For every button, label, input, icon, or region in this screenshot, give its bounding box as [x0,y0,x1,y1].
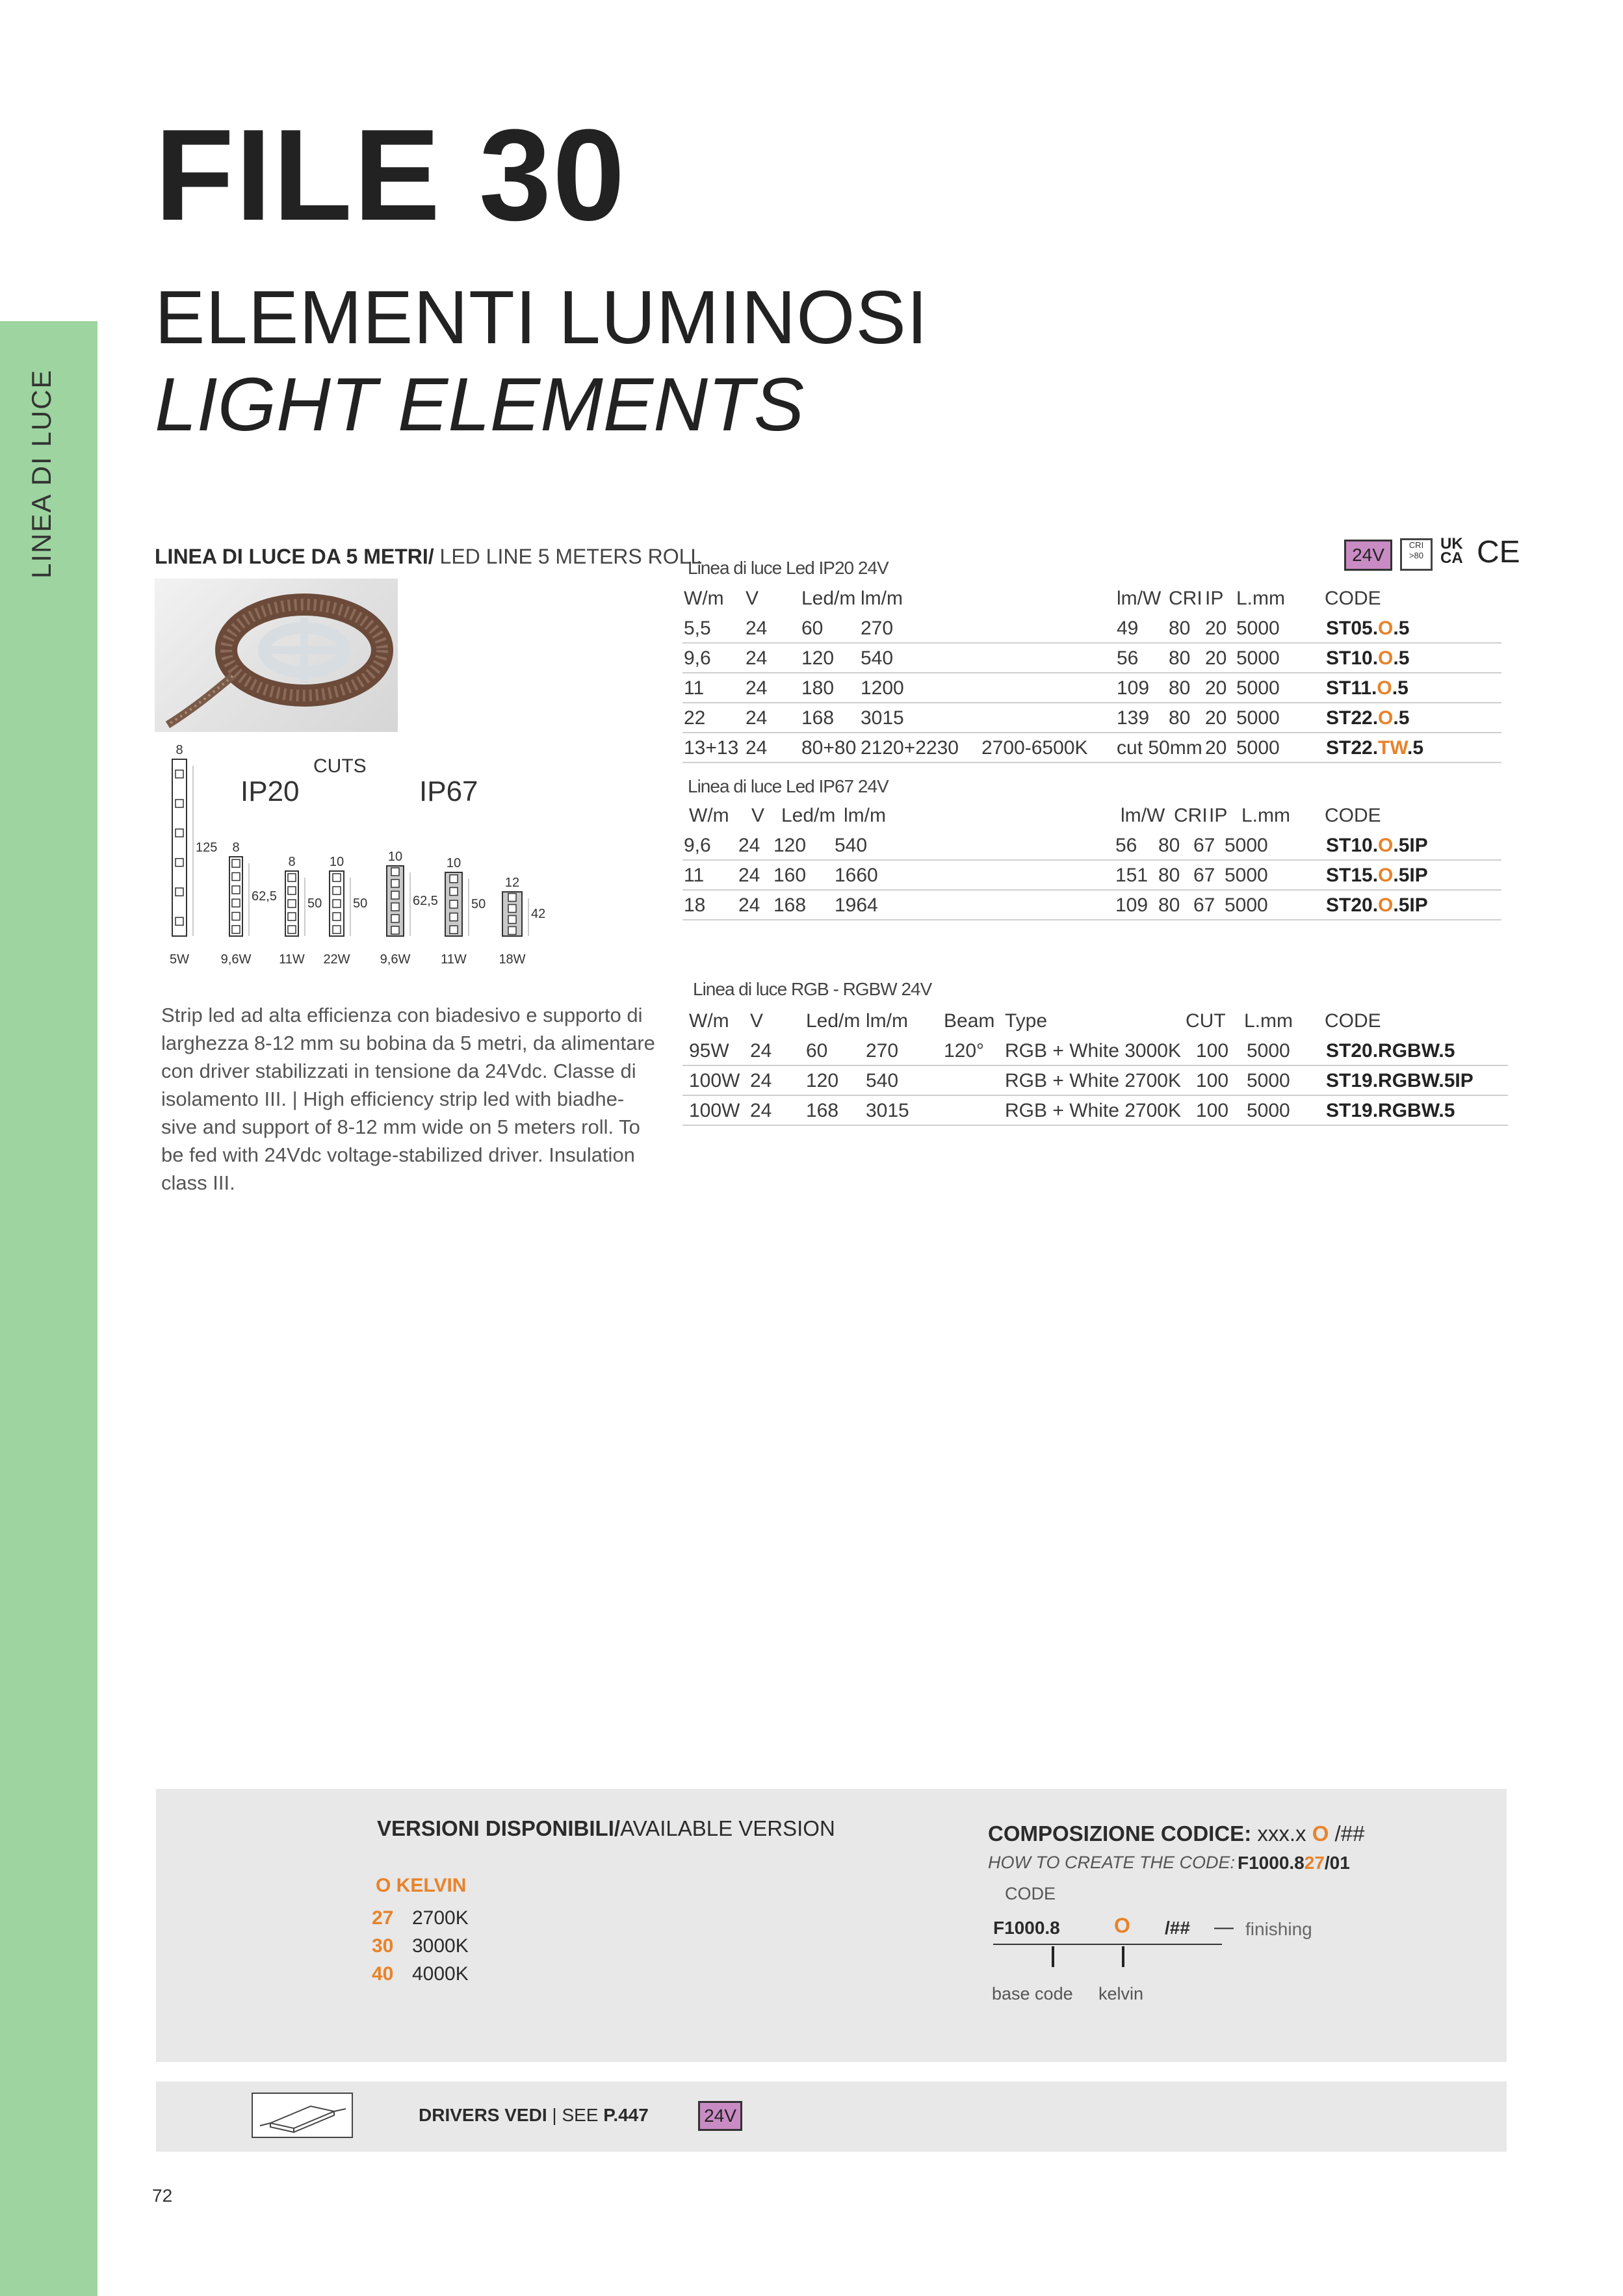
cut-length-label: 42 [531,907,546,921]
kelvin-ring-icon: O [1378,835,1394,856]
col-header: W/m [689,1010,729,1032]
col-header: V [750,1010,764,1032]
strip-width-label: 12 [504,876,520,890]
table-cell: 9,6 [684,647,711,669]
table-cell: 168 [801,707,835,729]
kelvin-value: 4000K [412,1963,469,1985]
table-row [682,1065,1508,1096]
cuts-title: CUTS [313,755,367,777]
voltage-badge: 24V [1344,540,1392,571]
table-cell: 109 [1115,894,1149,916]
led-chip [288,887,296,894]
col-header: CODE [1325,588,1381,609]
kelvin-value: 3000K [412,1935,469,1957]
led-chip [232,913,240,920]
tunable-white-code: TW [1378,737,1408,759]
kelvin-code: 30 [372,1935,394,1957]
strip-power-label: 5W [170,952,189,967]
product-code [1326,835,1428,857]
ce-mark-icon: CE [1477,535,1520,569]
table-cell: 5,5 [684,618,711,639]
cuts-group-ip20: IP20 [240,776,300,807]
table-cell: 60 [801,618,824,639]
table-cell: 270 [861,618,894,639]
led-chip [175,770,183,778]
table-cell: RGB + White 2700K [1005,1070,1181,1091]
led-chip [450,900,458,908]
base-code-label: base code [992,1984,1073,2003]
code-example-finish: /01 [1324,1853,1350,1873]
table-cell: 80 [1169,707,1191,729]
table-cell: 540 [835,835,868,856]
table-cell: 5000 [1225,865,1268,886]
table-cell: 120 [773,835,807,856]
product-code [1326,737,1423,759]
kelvin-ring-icon: O [1114,1914,1130,1937]
kelvin-option [372,1935,469,1957]
table-cell: 24 [746,737,768,759]
product-code [1326,618,1409,640]
table-cell: 24 [746,677,768,699]
table-cell: 5000 [1236,618,1280,639]
table-cell: 5000 [1225,894,1268,916]
kelvin-heading: O KELVIN [376,1875,467,1896]
led-chip [175,829,183,837]
table-cell: 5000 [1247,1040,1290,1062]
table-cell: 120 [801,647,835,669]
table-header-row [682,800,1501,829]
product-code-base: ST10. [1326,647,1379,669]
table-cell: 67 [1193,894,1215,916]
led-strip-photo [155,579,398,732]
table-cell: 80 [1169,647,1191,669]
table-cell: 540 [866,1070,899,1091]
col-header: IP [1209,805,1228,826]
cuts-group-ip67: IP67 [419,776,478,807]
strip-width-label: 8 [232,841,240,855]
kelvin-ring-icon: O [1378,618,1394,639]
subtitle-italian: ELEMENTI LUMINOSI [155,275,929,359]
product-description: Strip led ad alta efficienza con biadesivo e supporto di larghezza 8-12 mm su bobina da 5 metri, da alimentare con driver stabilizzati in tensione da 24Vdc. Classe di isolamento III. | High efficiency strip led with biadhe-sive and support of 8-12 mm wide on 5 meters roll. To be fed with 24Vdc voltage-stabilized driver. Insulation class III. [161,1004,655,1194]
product-code-suffix: .5 [1393,647,1410,669]
cut-length-label: 125 [196,841,218,855]
page-number: 72 [152,2185,173,2206]
product-code-base: ST05. [1326,618,1379,639]
col-header: CODE [1325,805,1381,826]
table-cell: 24 [738,894,760,916]
table-cell: 120° [944,1040,985,1062]
table-row [682,1095,1508,1126]
col-header: Type [1005,1010,1048,1032]
product-code-base: ST11. [1326,677,1377,699]
strip-power-label: 11W [441,952,467,967]
code-composition-pattern: xxx.x [1251,1821,1312,1846]
product-code-base: ST15. [1326,865,1379,886]
table-cell: 5000 [1236,647,1280,669]
kelvin-code: 27 [372,1907,394,1929]
ukca-bottom: CA [1440,549,1463,567]
strip-width-label: 8 [288,855,296,869]
code-example-base: F1000.8 [1238,1853,1305,1873]
table-cell: 18 [684,894,706,916]
table-cell: 11 [684,677,705,699]
product-code: ST19.RGBW.5 [1326,1100,1455,1121]
table-cell: 67 [1193,835,1215,856]
subtitle-english: LIGHT ELEMENTS [155,362,805,447]
cri-badge-icon: CRI >80 [1400,538,1433,571]
col-header: lm/W [1121,805,1165,826]
table-cell: 24 [738,835,760,856]
table-header-row [682,1005,1508,1035]
col-header: L.mm [1244,1010,1293,1032]
col-header: W/m [689,805,729,826]
led-chip [232,859,240,867]
table-cell: 5000 [1236,737,1280,759]
table-cell: 80 [1158,894,1180,916]
col-header: W/m [684,588,724,609]
led-chip [232,873,240,881]
led-strip-segment [229,857,242,936]
col-header: L.mm [1241,805,1290,826]
table-cell: 168 [806,1100,839,1121]
kelvin-option [372,1907,469,1929]
table-row [682,829,1501,861]
col-header: lm/m [844,805,886,826]
led-strip-segment [387,866,404,936]
table-cell: 80 [1158,835,1180,856]
led-strip-reel-image [155,579,398,732]
table-cell: 5000 [1236,677,1280,699]
table-cell: 1200 [861,677,904,699]
kelvin-code: 40 [372,1963,394,1985]
led-chip [175,859,183,867]
product-code-suffix: .5 [1392,677,1409,699]
cuts-diagram-svg [159,741,562,988]
drivers-voltage-badge: 24V [698,2101,742,2131]
table-row [682,732,1501,763]
led-chip [232,926,240,933]
table-cell: 56 [1117,647,1139,669]
code-base: F1000.8 [993,1918,1060,1938]
section-heading-bold: LINEA DI LUCE DA 5 METRI/ [155,545,434,568]
led-chip [333,926,341,933]
table-cell: 24 [746,618,768,639]
drivers-panel [156,2081,1507,2152]
table-cell: 24 [738,865,760,886]
led-chip [450,875,458,883]
drivers-see: | SEE [552,2105,604,2125]
kelvin-label: kelvin [1098,1984,1144,2003]
kelvin-ring-icon: O [1378,894,1394,916]
product-code-suffix: .5 [1393,618,1410,639]
cut-length-label: 62,5 [413,894,438,908]
led-chip [333,887,341,894]
table-cell: 100W [689,1070,740,1091]
led-chip [175,917,183,925]
led-chip [391,880,399,887]
table-cell: 5000 [1247,1070,1290,1091]
table-ip20-caption: Linea di luce Led IP20 24V [688,558,889,578]
product-code-suffix: .5 [1393,707,1410,729]
led-chip [391,915,399,922]
side-color-bar [0,321,97,2296]
table-cell: 5000 [1247,1100,1290,1121]
code-composition-bold: COMPOSIZIONE CODICE: [988,1821,1252,1846]
code-finish: /## [1165,1918,1190,1938]
led-chip [450,913,458,921]
ukca-top: UK [1440,535,1463,553]
table-cell: 20 [1205,618,1227,639]
driver-icon [251,2092,354,2139]
drivers-page-link[interactable]: P.447 [603,2105,649,2125]
cut-length-label: 50 [471,897,486,911]
versions-panel [156,1789,1507,2062]
cut-length-label: 50 [307,896,322,911]
code-example [1238,1853,1350,1873]
kelvin-value: 2700K [412,1907,469,1929]
led-chip [508,905,516,913]
table-cell: 24 [750,1070,772,1091]
page-title: FILE 30 [155,103,627,248]
table-cell: 9,6 [684,835,711,856]
table-cell: 5000 [1236,707,1280,729]
table-cell: 1964 [835,894,878,916]
col-header: CRI [1169,588,1202,609]
led-chip [288,913,296,920]
drivers-reference [419,2105,649,2126]
strip-width-label: 10 [387,850,403,864]
table-cell: 151 [1115,865,1149,886]
table-cell: 5000 [1225,835,1268,856]
table-row [682,642,1501,673]
table-cell: 100W [689,1100,740,1121]
strip-width-label: 10 [446,856,461,870]
table-cell: 95W [689,1040,729,1062]
col-header: V [751,805,765,826]
table-cell: 24 [746,707,768,729]
product-code-base: ST20. [1326,894,1379,916]
product-code-suffix: .5IP [1393,894,1428,916]
led-chip [288,874,296,881]
code-composition-title [988,1821,1364,1846]
product-code-suffix: .5 [1407,737,1424,759]
cut-length-label: 62,5 [252,889,277,904]
product-code-base: ST22. [1326,707,1379,729]
strip-power-label: 18W [499,952,526,967]
table-cell: 100 [1196,1100,1229,1121]
table-cell: 100 [1196,1070,1229,1091]
col-header: lm/W [1117,588,1162,609]
code-label: CODE [1005,1884,1056,1903]
table-cell: 22 [684,707,706,729]
col-header: CUT [1186,1010,1226,1032]
led-chip [288,926,296,933]
table-cell: 20 [1205,737,1227,759]
ukca-mark-icon [1440,537,1473,566]
strip-power-label: 22W [323,952,350,967]
strip-power-label: 11W [279,952,305,967]
table-cell: 1660 [835,865,878,886]
table-cell: 2700-6500K [981,737,1088,759]
led-chip [333,874,341,881]
led-chip [333,913,341,920]
led-chip [333,900,341,907]
table-cell: 80+80 [801,737,857,759]
table-cell: 168 [773,894,807,916]
led-chip [508,916,516,924]
product-code [1326,677,1409,699]
table-ip67-caption: Linea di luce Led IP67 24V [688,776,889,796]
col-header: Led/m [781,805,836,826]
table-cell: 80 [1169,618,1191,639]
strip-width-label: 10 [329,855,344,869]
led-chip [508,894,516,902]
table-cell: 120 [806,1070,839,1091]
product-code [1326,894,1428,917]
versions-title-bold: VERSIONI DISPONIBILI/ [377,1816,621,1840]
col-header: Beam [944,1010,995,1032]
col-header: L.mm [1236,588,1285,609]
led-chip [288,900,296,907]
table-row [682,612,1501,644]
led-chip [232,899,240,907]
led-chip [391,903,399,911]
table-cell: 270 [866,1040,899,1062]
led-chip [391,926,399,934]
table-cell: 13+13 [684,737,739,759]
certification-badges [1344,535,1520,576]
product-code-suffix: .5IP [1393,835,1428,856]
finishing-label: finishing [1245,1919,1312,1939]
product-code [1326,647,1409,670]
kelvin-option [372,1963,469,1985]
led-chip [175,800,183,807]
product-code: ST20.RGBW.5 [1326,1040,1455,1062]
led-chip [391,868,399,876]
led-chip [450,887,458,895]
col-header: Led/m [801,588,856,609]
product-code-base: ST22. [1326,737,1379,759]
led-chip [508,927,516,935]
kelvin-ring-icon: O [1378,707,1394,729]
led-strip-segment [172,759,187,936]
section-heading-light: LED LINE 5 METERS ROLL [434,545,703,568]
led-chip [391,891,399,899]
table-cell: 160 [773,865,807,886]
table-cell: 56 [1115,835,1137,856]
table-cell: 100 [1196,1040,1229,1062]
table-cell: 60 [806,1040,828,1062]
col-header: Led/m [806,1010,861,1032]
table-cell: 20 [1205,707,1227,729]
code-example-kelvin: 27 [1304,1853,1325,1873]
table-cell: 2120+2230 [861,737,959,759]
kelvin-tick [1122,1946,1124,1967]
table-row [682,889,1501,920]
product-code: ST19.RGBW.5IP [1326,1070,1474,1091]
table-cell: 24 [750,1040,772,1062]
table-cell: 67 [1193,865,1215,886]
col-header: V [746,588,759,609]
code-composition-end: /## [1329,1821,1365,1846]
kelvin-ring-icon: O [1377,677,1392,699]
side-section-label: LINEA DI LUCE [26,369,57,579]
led-chip [175,888,183,896]
code-dash: — [1214,1916,1234,1938]
strip-power-label: 9,6W [380,952,411,967]
table-cell: 20 [1205,647,1227,669]
strip-width-label: 8 [175,743,183,757]
strip-power-label: 9,6W [220,952,252,967]
product-code-suffix: .5IP [1393,865,1428,886]
table-cell: 3015 [866,1100,909,1121]
kelvin-ring-icon: O [1378,647,1394,669]
cuts-diagram [159,741,562,988]
table-cell: cut 50mm [1117,737,1202,759]
code-composition-subtitle: HOW TO CREATE THE CODE: [988,1853,1236,1872]
table-cell: 109 [1117,677,1150,699]
table-cell: 80 [1158,865,1180,886]
base-code-tick [1052,1946,1054,1967]
table-cell: 540 [861,647,894,669]
section-heading [155,545,702,569]
table-cell: 24 [746,647,768,669]
col-header: lm/m [866,1010,908,1032]
table-cell: 80 [1169,677,1191,699]
table-row [682,702,1501,733]
table-rgb-caption: Linea di luce RGB - RGBW 24V [693,979,932,999]
table-cell: 3015 [861,707,904,729]
table-cell: 11 [684,865,705,886]
table-header-row [682,582,1501,612]
col-header: CRI [1174,805,1208,826]
col-header: lm/m [861,588,903,609]
versions-title-light: AVAILABLE VERSION [620,1816,835,1840]
table-cell: RGB + White 3000K [1005,1040,1181,1062]
led-chip [232,886,240,894]
kelvin-ring-icon: O [1378,865,1394,886]
product-code [1326,865,1428,887]
table-row [682,1035,1508,1066]
drivers-label: DRIVERS VEDI [419,2105,552,2125]
table-cell: 180 [801,677,835,699]
product-code-base: ST10. [1326,835,1379,856]
table-cell: RGB + White 2700K [1005,1100,1181,1121]
table-cell: 139 [1117,707,1150,729]
table-cell: 24 [750,1100,772,1121]
code-underline [993,1944,1222,1945]
col-header: IP [1205,588,1224,609]
kelvin-ring-icon: O [1312,1821,1329,1846]
versions-title [377,1816,835,1841]
table-row [682,672,1501,703]
cut-length-label: 50 [353,896,368,911]
table-cell: 20 [1205,677,1227,699]
led-chip [450,926,458,933]
product-code [1326,707,1409,729]
table-cell: 49 [1117,618,1139,639]
table-row [682,859,1501,891]
col-header: CODE [1325,1010,1381,1032]
